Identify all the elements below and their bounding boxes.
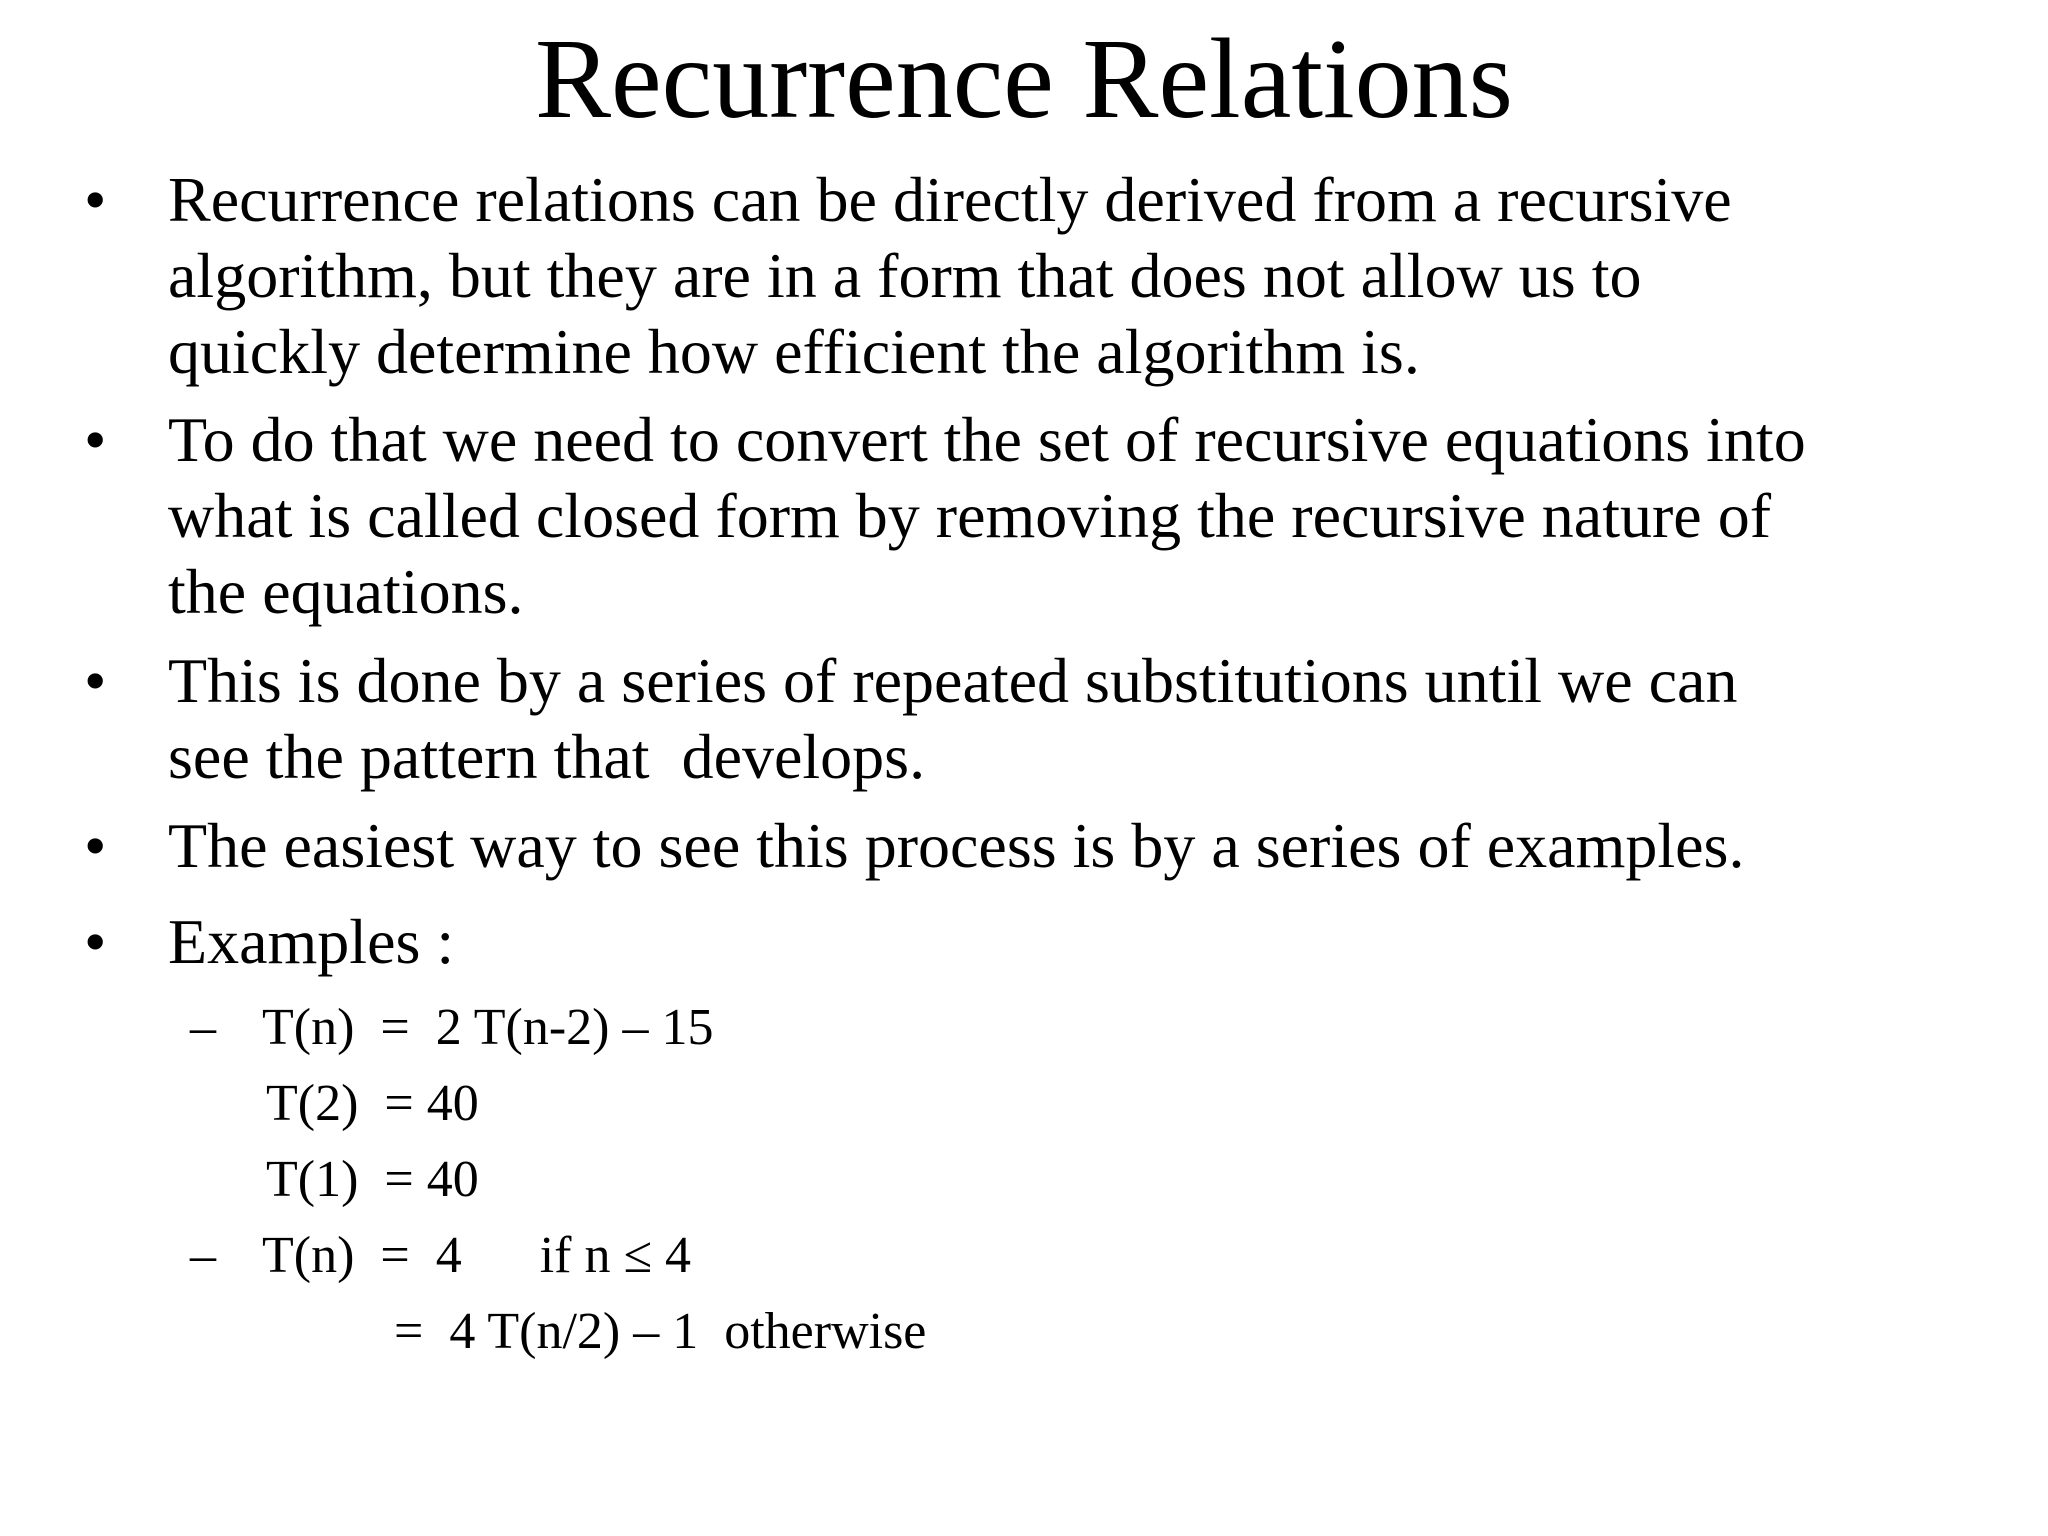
bullet-marker: • <box>84 164 107 235</box>
bullet-marker: • <box>84 906 107 977</box>
bullet-line: algorithm, but they are in a form that does not allow us to <box>168 240 1642 311</box>
bullet-marker: • <box>84 645 107 716</box>
bullet-line: what is called closed form by removing the recursive nature of <box>168 480 1771 551</box>
bullet-text <box>168 808 2018 884</box>
bullet-line: To do that we need to convert the set of recursive equations into <box>168 404 1806 475</box>
bullet-marker: • <box>84 404 107 475</box>
example-equation: T(2) = 40 <box>266 1075 479 1132</box>
example-equation: T(1) = 40 <box>266 1151 479 1208</box>
bullet-line: This is done by a series of repeated substitutions until we can <box>168 645 1738 716</box>
bullet-line: Examples : <box>168 906 455 977</box>
example-equation: T(n) = 2 T(n-2) – 15 <box>262 999 714 1056</box>
bullet-text <box>168 402 2018 630</box>
bullet-marker: • <box>84 810 107 881</box>
bullet-line: see the pattern that develops. <box>168 721 926 792</box>
example-equation: = 4 T(n/2) – 1 otherwise <box>394 1303 927 1360</box>
sub-bullet-dash: – <box>190 999 216 1056</box>
slide-title: Recurrence Relations <box>534 15 1514 142</box>
bullet-line: the equations. <box>168 556 524 627</box>
sub-bullet-dash: – <box>190 1227 216 1284</box>
bullet-text <box>168 162 2018 390</box>
bullet-text <box>168 643 2018 795</box>
bullet-text <box>168 904 2018 980</box>
example-equation: T(n) = 4 if n ≤ 4 <box>262 1227 692 1284</box>
bullet-line: The easiest way to see this process is by a series of examples. <box>168 810 1745 881</box>
bullet-line: Recurrence relations can be directly derived from a recursive <box>168 164 1732 235</box>
bullet-line: quickly determine how efficient the algorithm is. <box>168 316 1420 387</box>
